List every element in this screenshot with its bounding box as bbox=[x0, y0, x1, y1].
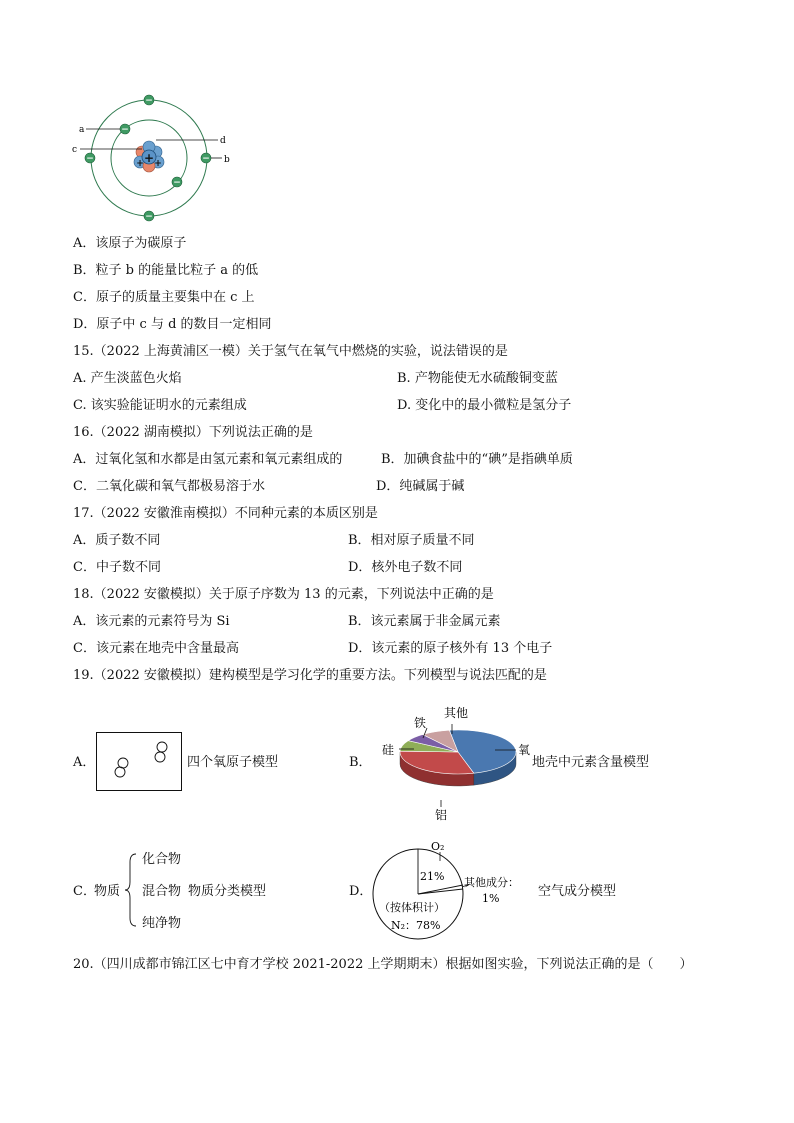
q14-option-b: B．粒子 b 的能量比粒子 a 的低 bbox=[73, 263, 259, 278]
atom-model-figure bbox=[70, 92, 240, 222]
pie-label-other: 其他 bbox=[444, 706, 469, 720]
proton-symbol: + bbox=[143, 151, 155, 165]
q19-c-root: 物质 bbox=[94, 884, 121, 899]
q19-option-b-label: B． bbox=[349, 755, 372, 770]
air-o2-pct: 21% bbox=[420, 870, 445, 883]
q15-option-c: C. 该实验能证明水的元素组成 bbox=[73, 398, 247, 413]
q16-option-b: B．加碘食盐中的“碘”是指碘单质 bbox=[381, 452, 573, 467]
air-other-pct: 1% bbox=[482, 892, 500, 905]
q17-option-d: D．核外电子数不同 bbox=[348, 560, 463, 575]
svg-text:−: − bbox=[86, 154, 94, 164]
q19-option-a-label: A． bbox=[73, 755, 96, 770]
pie-label-oxygen: 氧 bbox=[518, 743, 531, 757]
svg-text:−: − bbox=[145, 212, 153, 222]
q16-option-c: C．二氧化碳和氧气都极易溶于水 bbox=[73, 479, 265, 494]
q20-stem: 20.（四川成都市锦江区七中育才学校 2021-2022 上学期期末）根据如图实验，下列说法正确的是（ ） bbox=[73, 957, 693, 972]
q19-c-brace bbox=[124, 852, 140, 928]
svg-text:−: − bbox=[173, 178, 181, 188]
svg-text:−: − bbox=[145, 96, 153, 106]
q18-option-d: D．该元素的原子核外有 13 个电子 bbox=[348, 641, 553, 656]
q17-stem: 17.（2022 安徽淮南模拟）不同种元素的本质区别是 bbox=[73, 506, 378, 521]
q19-b-caption: 地壳中元素含量模型 bbox=[532, 755, 650, 770]
q16-option-d: D．纯碱属于碱 bbox=[376, 479, 465, 494]
q19-a-caption: 四个氧原子模型 bbox=[187, 755, 279, 770]
q14-option-d: D．原子中 c 与 d 的数目一定相同 bbox=[73, 317, 272, 332]
q19-c-branch1: 化合物 bbox=[142, 852, 182, 867]
q17-option-b: B．相对原子质量不同 bbox=[348, 533, 475, 548]
q19-d-caption: 空气成分模型 bbox=[538, 884, 617, 899]
q16-option-a: A．过氧化氢和水都是由氢元素和氧元素组成的 bbox=[73, 452, 343, 467]
label-d: d bbox=[220, 136, 226, 146]
q19-c-branch2: 混合物 bbox=[142, 884, 182, 899]
q14-option-c: C．原子的质量主要集中在 c 上 bbox=[73, 290, 255, 305]
svg-text:−: − bbox=[202, 154, 210, 164]
q19-c-caption: 物质分类模型 bbox=[188, 884, 267, 899]
q14-option-a: A．该原子为碳原子 bbox=[73, 236, 187, 251]
q15-option-d: D. 变化中的最小微粒是氢分子 bbox=[397, 398, 572, 413]
air-composition-pie bbox=[366, 838, 536, 942]
air-o2-label: O₂ bbox=[431, 840, 445, 853]
q18-option-a: A．该元素的元素符号为 Si bbox=[73, 614, 230, 629]
svg-text:+: + bbox=[154, 159, 162, 169]
q18-stem: 18.（2022 安徽模拟）关于原子序数为 13 的元素，下列说法中正确的是 bbox=[73, 587, 494, 602]
label-c: c bbox=[72, 145, 78, 155]
q15-option-a: A. 产生淡蓝色火焰 bbox=[73, 371, 182, 386]
svg-text:−: − bbox=[121, 125, 129, 135]
air-n2: N₂：78% bbox=[391, 919, 441, 932]
q19-a-figure bbox=[96, 732, 184, 792]
pie-label-iron: 铁 bbox=[414, 716, 427, 730]
pie-label-aluminum: 铝 bbox=[435, 808, 448, 822]
label-b: b bbox=[224, 155, 230, 165]
q17-option-a: A．质子数不同 bbox=[73, 533, 161, 548]
crust-pie-chart bbox=[378, 702, 538, 822]
air-basis: （按体积计） bbox=[379, 901, 445, 914]
q19-option-d-label: D． bbox=[349, 884, 373, 899]
q15-stem: 15.（2022 上海黄浦区一模）关于氢气在氧气中燃烧的实验，说法错误的是 bbox=[73, 344, 508, 359]
nucleus bbox=[134, 141, 164, 172]
q16-stem: 16.（2022 湖南模拟）下列说法正确的是 bbox=[73, 425, 313, 440]
svg-text:+: + bbox=[136, 159, 144, 169]
q19-c-branch3: 纯净物 bbox=[142, 916, 182, 931]
q19-stem: 19.（2022 安徽模拟）建构模型是学习化学的重要方法。下列模型与说法匹配的是 bbox=[73, 668, 547, 683]
q15-option-b: B. 产物能使无水硫酸铜变蓝 bbox=[397, 371, 558, 386]
q18-option-b: B．该元素属于非金属元素 bbox=[348, 614, 501, 629]
q18-option-c: C．该元素在地壳中含量最高 bbox=[73, 641, 239, 656]
air-other-label: 其他成分： bbox=[464, 876, 519, 889]
pie-label-silicon: 硅 bbox=[382, 743, 395, 757]
label-a: a bbox=[79, 125, 85, 135]
q17-option-c: C．中子数不同 bbox=[73, 560, 161, 575]
q19-option-c-label: C． bbox=[73, 884, 96, 899]
